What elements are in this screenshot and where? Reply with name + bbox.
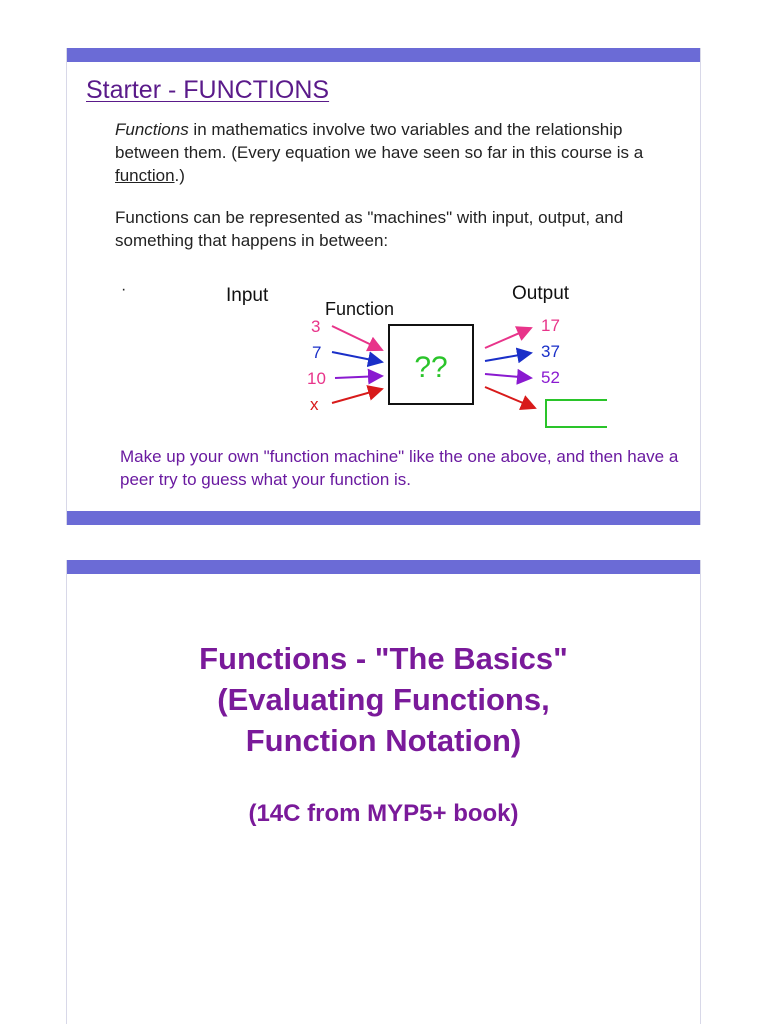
empty-output-box [546, 400, 607, 427]
arrow-output-17 [485, 328, 531, 348]
dot-marker: · [121, 281, 127, 298]
functions-definition-paragraph [115, 118, 675, 187]
arrow-input-7 [332, 352, 382, 362]
output-value-52: 52 [541, 368, 560, 387]
slide-title: Starter - FUNCTIONS [86, 76, 330, 104]
slide-starter [66, 48, 701, 525]
output-label: Output [512, 283, 570, 304]
machine-description-paragraph: Functions can be represented as "machines" with input, output, and something that happens in between: [115, 208, 624, 250]
output-value-17: 17 [541, 316, 560, 335]
arrow-output-unknown [485, 387, 535, 408]
definition-text: in mathematics involve two variables and the relationship between them. (Every equation we have seen so far in this course is a [115, 120, 644, 162]
title-line-3: Function Notation) [245, 723, 522, 758]
arrow-input-10 [335, 376, 382, 378]
arrow-output-37 [485, 353, 531, 361]
slide-top-bar [67, 48, 700, 62]
arrow-output-52 [485, 374, 531, 378]
unknown-function-text: ?? [414, 351, 448, 384]
title-line-1: Functions - "The Basics" [199, 641, 568, 676]
function-machine-diagram [107, 276, 607, 446]
slide-bottom-bar [67, 511, 700, 525]
functions-italic-word: Functions [115, 120, 189, 139]
slide-basics [66, 560, 701, 1024]
arrow-input-3 [332, 326, 382, 350]
title-line-2: (Evaluating Functions, [217, 682, 550, 717]
slide-subtitle: (14C from MYP5+ book) [248, 800, 519, 827]
slide-top-bar [67, 560, 700, 574]
input-value-3: 3 [311, 317, 321, 336]
function-underlined-word: function [115, 166, 175, 185]
function-label: Function [325, 299, 395, 319]
slide-title [67, 638, 700, 761]
arrow-input-x [332, 389, 382, 403]
input-value-x: x [310, 395, 319, 414]
input-value-7: 7 [312, 343, 322, 362]
definition-text-end: .) [174, 166, 185, 185]
input-label: Input [226, 285, 269, 306]
output-value-37: 37 [541, 342, 560, 361]
input-value-10: 10 [307, 369, 326, 388]
activity-prompt: Make up your own "function machine" like the one above, and then have a peer try to guess what your function is. [120, 447, 679, 489]
